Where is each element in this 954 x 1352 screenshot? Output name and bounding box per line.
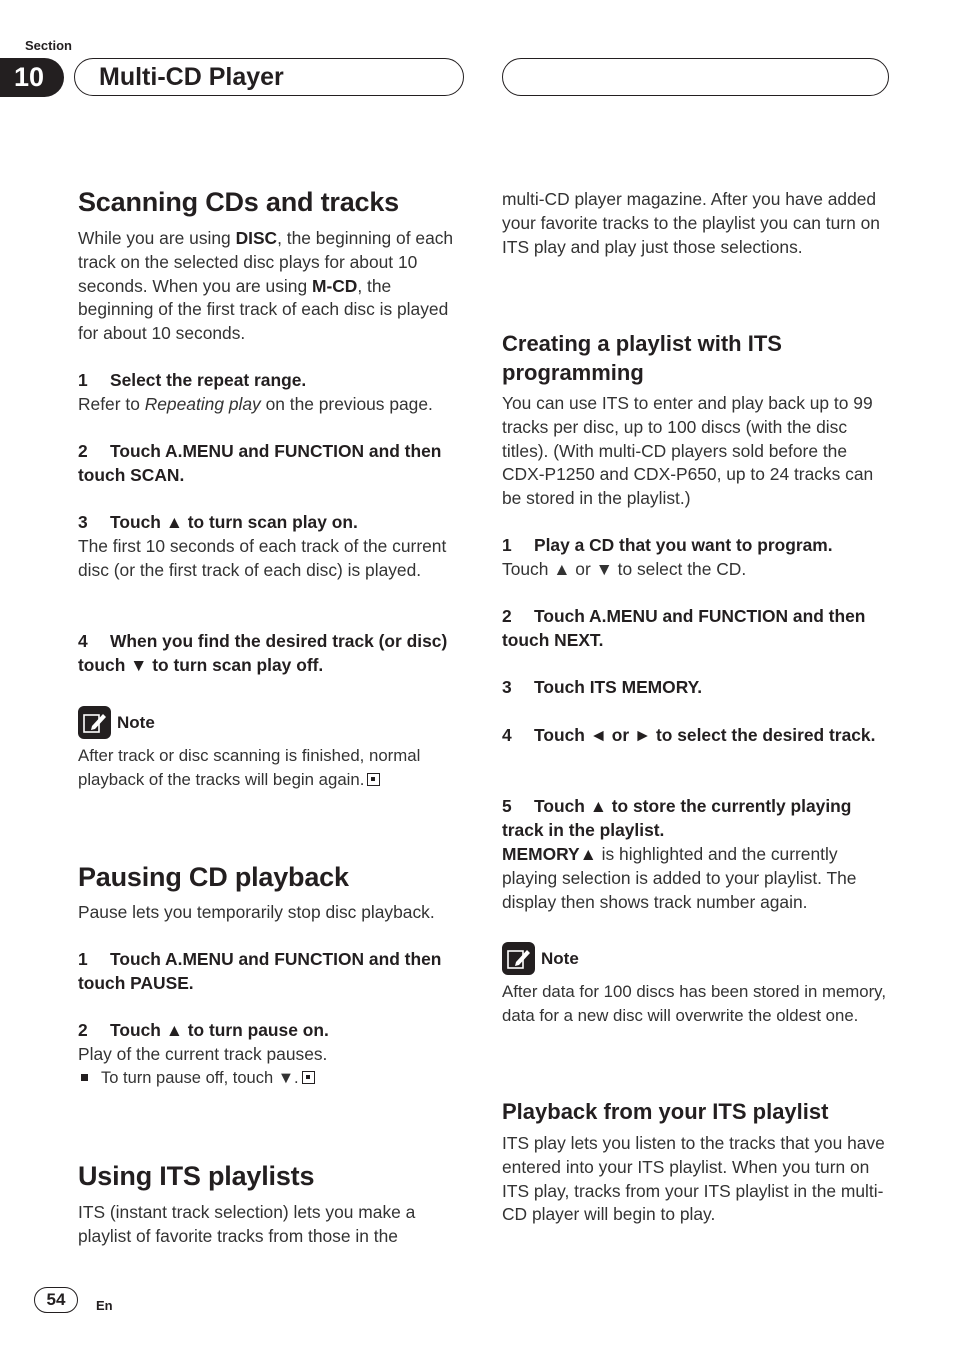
scan-note-text: After track or disc scanning is finished, normal playback of the tracks will begin again. xyxy=(78,746,421,789)
note-pencil-icon xyxy=(78,706,111,739)
scan-note-header xyxy=(78,706,468,739)
section-number-badge: 10 xyxy=(0,58,64,97)
create-note-text: After data for 100 discs has been stored in memory, data for a new disc will overwrite the oldest one. xyxy=(502,982,886,1025)
pause-heading: Pausing CD playback xyxy=(78,862,349,892)
note-pencil-icon xyxy=(502,942,535,975)
its-intro: ITS (instant track selection) lets you make a playlist of favorite tracks from those in the xyxy=(78,1202,416,1246)
create-step-1-body: Touch ▲ or ▼ to select the CD. xyxy=(502,559,747,579)
its-intro-continued: multi-CD player magazine. After you have added your favorite tracks to the playlist you can turn on ITS play and play just those selections. xyxy=(502,189,880,257)
scan-step-1: 1 Select the repeat range. xyxy=(78,370,307,390)
pause-step-2: 2 Touch ▲ to turn pause on. xyxy=(78,1020,329,1040)
create-playlist-heading: Creating a playlist with ITS programming xyxy=(502,331,782,385)
bullet-square-icon xyxy=(81,1074,88,1081)
language-code: En xyxy=(96,1298,113,1313)
scan-step-4: 4 When you find the desired track (or disc) touch ▼ to turn scan play off. xyxy=(78,631,448,675)
pause-bullet: To turn pause off, touch ▼. xyxy=(78,1067,468,1090)
end-mark-icon xyxy=(367,773,380,786)
chapter-title-box xyxy=(74,58,464,96)
scan-step-3: 3 Touch ▲ to turn scan play on. xyxy=(78,512,358,532)
playback-text: ITS play lets you listen to the tracks that you have entered into your ITS playlist. When you turn on ITS play, tracks from your ITS playlist in the multi-CD player will begin to play. xyxy=(502,1133,885,1225)
scan-heading: Scanning CDs and tracks xyxy=(78,187,399,217)
create-note-header xyxy=(502,942,892,975)
create-step-5: 5 Touch ▲ to store the currently playing track in the playlist. xyxy=(502,796,852,840)
page-number: 54 xyxy=(34,1287,78,1313)
scan-step-3-body: The first 10 seconds of each track of the current disc (or the first track of each disc) is played. xyxy=(78,536,447,580)
create-step-5-body: MEMORY▲ is highlighted and the currently playing selection is added to your playlist. The display then shows track number again. xyxy=(502,844,857,912)
create-playlist-intro: You can use ITS to enter and play back up to 99 tracks per disc, up to 100 discs (with the disc titles). (With multi-CD players sold before the CDX-P1250 and CDX-P650, up to 24 tracks can be stored in the playlist.) xyxy=(502,393,874,509)
scan-intro: While you are using DISC, the beginning of each track on the selected disc plays for about 10 seconds. When you are using M-CD, the beginning of the first track of each disc is played for about 10 seconds. xyxy=(78,228,454,344)
create-step-1: 1 Play a CD that you want to program. xyxy=(502,535,833,555)
pause-intro: Pause lets you temporarily stop disc playback. xyxy=(78,902,435,922)
note-label: Note xyxy=(117,712,155,732)
create-step-4: 4 Touch ◄ or ► to select the desired track. xyxy=(502,725,876,745)
chapter-title: Multi-CD Player xyxy=(99,63,284,91)
scan-step-2: 2 Touch A.MENU and FUNCTION and then touch SCAN. xyxy=(78,441,442,485)
header-empty-box xyxy=(502,58,889,96)
its-heading: Using ITS playlists xyxy=(78,1161,315,1191)
pause-step-1: 1 Touch A.MENU and FUNCTION and then touch PAUSE. xyxy=(78,949,442,993)
create-step-3: 3 Touch ITS MEMORY. xyxy=(502,677,703,697)
playback-heading: Playback from your ITS playlist xyxy=(502,1099,829,1124)
note-label: Note xyxy=(541,948,579,968)
end-mark-icon xyxy=(302,1071,315,1084)
create-step-2: 2 Touch A.MENU and FUNCTION and then touch NEXT. xyxy=(502,606,866,650)
scan-step-1-body: Refer to Repeating play on the previous page. xyxy=(78,394,433,414)
pause-step-2-body: Play of the current track pauses. xyxy=(78,1044,328,1064)
section-label: Section xyxy=(25,38,72,53)
